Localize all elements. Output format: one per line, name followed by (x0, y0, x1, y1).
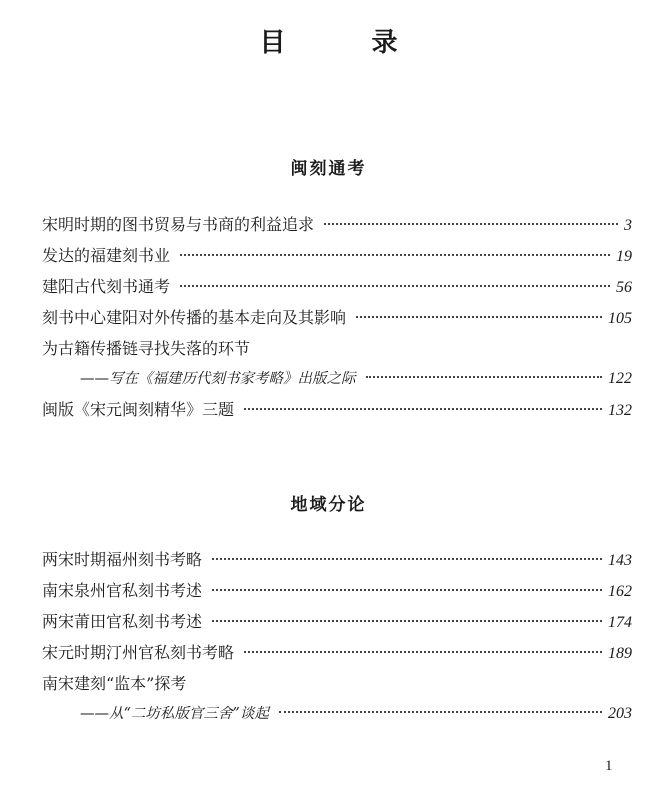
page-title: 目 录 (259, 28, 428, 58)
toc-leader (244, 408, 602, 410)
toc-entry-page: 189 (608, 645, 632, 662)
toc-entry-title: 发达的福建刻书业 (42, 246, 171, 265)
toc-entry-heading[interactable]: 为古籍传播链寻找失落的环节 (42, 339, 251, 358)
toc-entry-title: 南宋泉州官私刻书考述 (42, 581, 203, 600)
toc-leader (366, 376, 603, 378)
toc-entry[interactable] (42, 306, 632, 330)
toc-entry-page: 203 (608, 705, 632, 722)
toc-entry-page: 122 (608, 370, 632, 387)
section-heading: 地域分论 (290, 495, 367, 515)
toc-entry[interactable] (42, 275, 632, 299)
toc-leader (356, 316, 602, 318)
toc-entry-title: 闽版《宋元闽刻精华》三题 (42, 400, 235, 419)
toc-entry[interactable] (80, 702, 632, 726)
toc-entry-heading[interactable]: 南宋建刻“监本”探考 (42, 674, 187, 693)
toc-entry-title: 宋明时期的图书贸易与书商的利益追求 (42, 215, 315, 234)
toc-entry-title: 宋元时期汀州官私刻书考略 (42, 643, 235, 662)
toc-entry[interactable] (42, 610, 632, 634)
toc-entry[interactable] (42, 579, 632, 603)
toc-entry-page: 132 (608, 402, 632, 419)
toc-entry-page: 19 (616, 248, 632, 265)
toc-entry-page: 56 (616, 279, 632, 296)
toc-entry-title: 两宋时期福州刻书考略 (42, 550, 203, 569)
toc-leader (180, 285, 610, 287)
toc-entry[interactable] (80, 367, 632, 391)
toc-entry-title: 两宋莆田官私刻书考述 (42, 612, 203, 631)
toc-leader (279, 711, 602, 713)
toc-entry-page: 105 (608, 310, 632, 327)
toc-leader (180, 254, 610, 256)
toc-leader (324, 223, 618, 225)
toc-entry-title: 刻书中心建阳对外传播的基本走向及其影响 (42, 308, 347, 327)
toc-leader (244, 651, 602, 653)
toc-entry[interactable] (42, 548, 632, 572)
toc-entry[interactable] (42, 641, 632, 665)
toc-leader (212, 589, 602, 591)
toc-entry-subtitle: ——写在《福建历代刻书家考略》出版之际 (80, 371, 356, 387)
page-number: 1 (605, 758, 613, 774)
toc-entry-page: 143 (608, 552, 632, 569)
toc-entry[interactable] (42, 398, 632, 422)
toc-entry-title: 建阳古代刻书通考 (42, 277, 171, 296)
toc-entry-subtitle: ——从“二坊私版官三舍”谈起 (80, 706, 269, 722)
toc-entry[interactable] (42, 244, 632, 268)
toc-entry[interactable] (42, 213, 632, 237)
toc-leader (212, 620, 602, 622)
toc-entry-page: 3 (624, 217, 632, 234)
toc-entry-page: 174 (608, 614, 632, 631)
toc-entry-page: 162 (608, 583, 632, 600)
section-heading: 闽刻通考 (290, 159, 367, 179)
toc-leader (212, 558, 602, 560)
